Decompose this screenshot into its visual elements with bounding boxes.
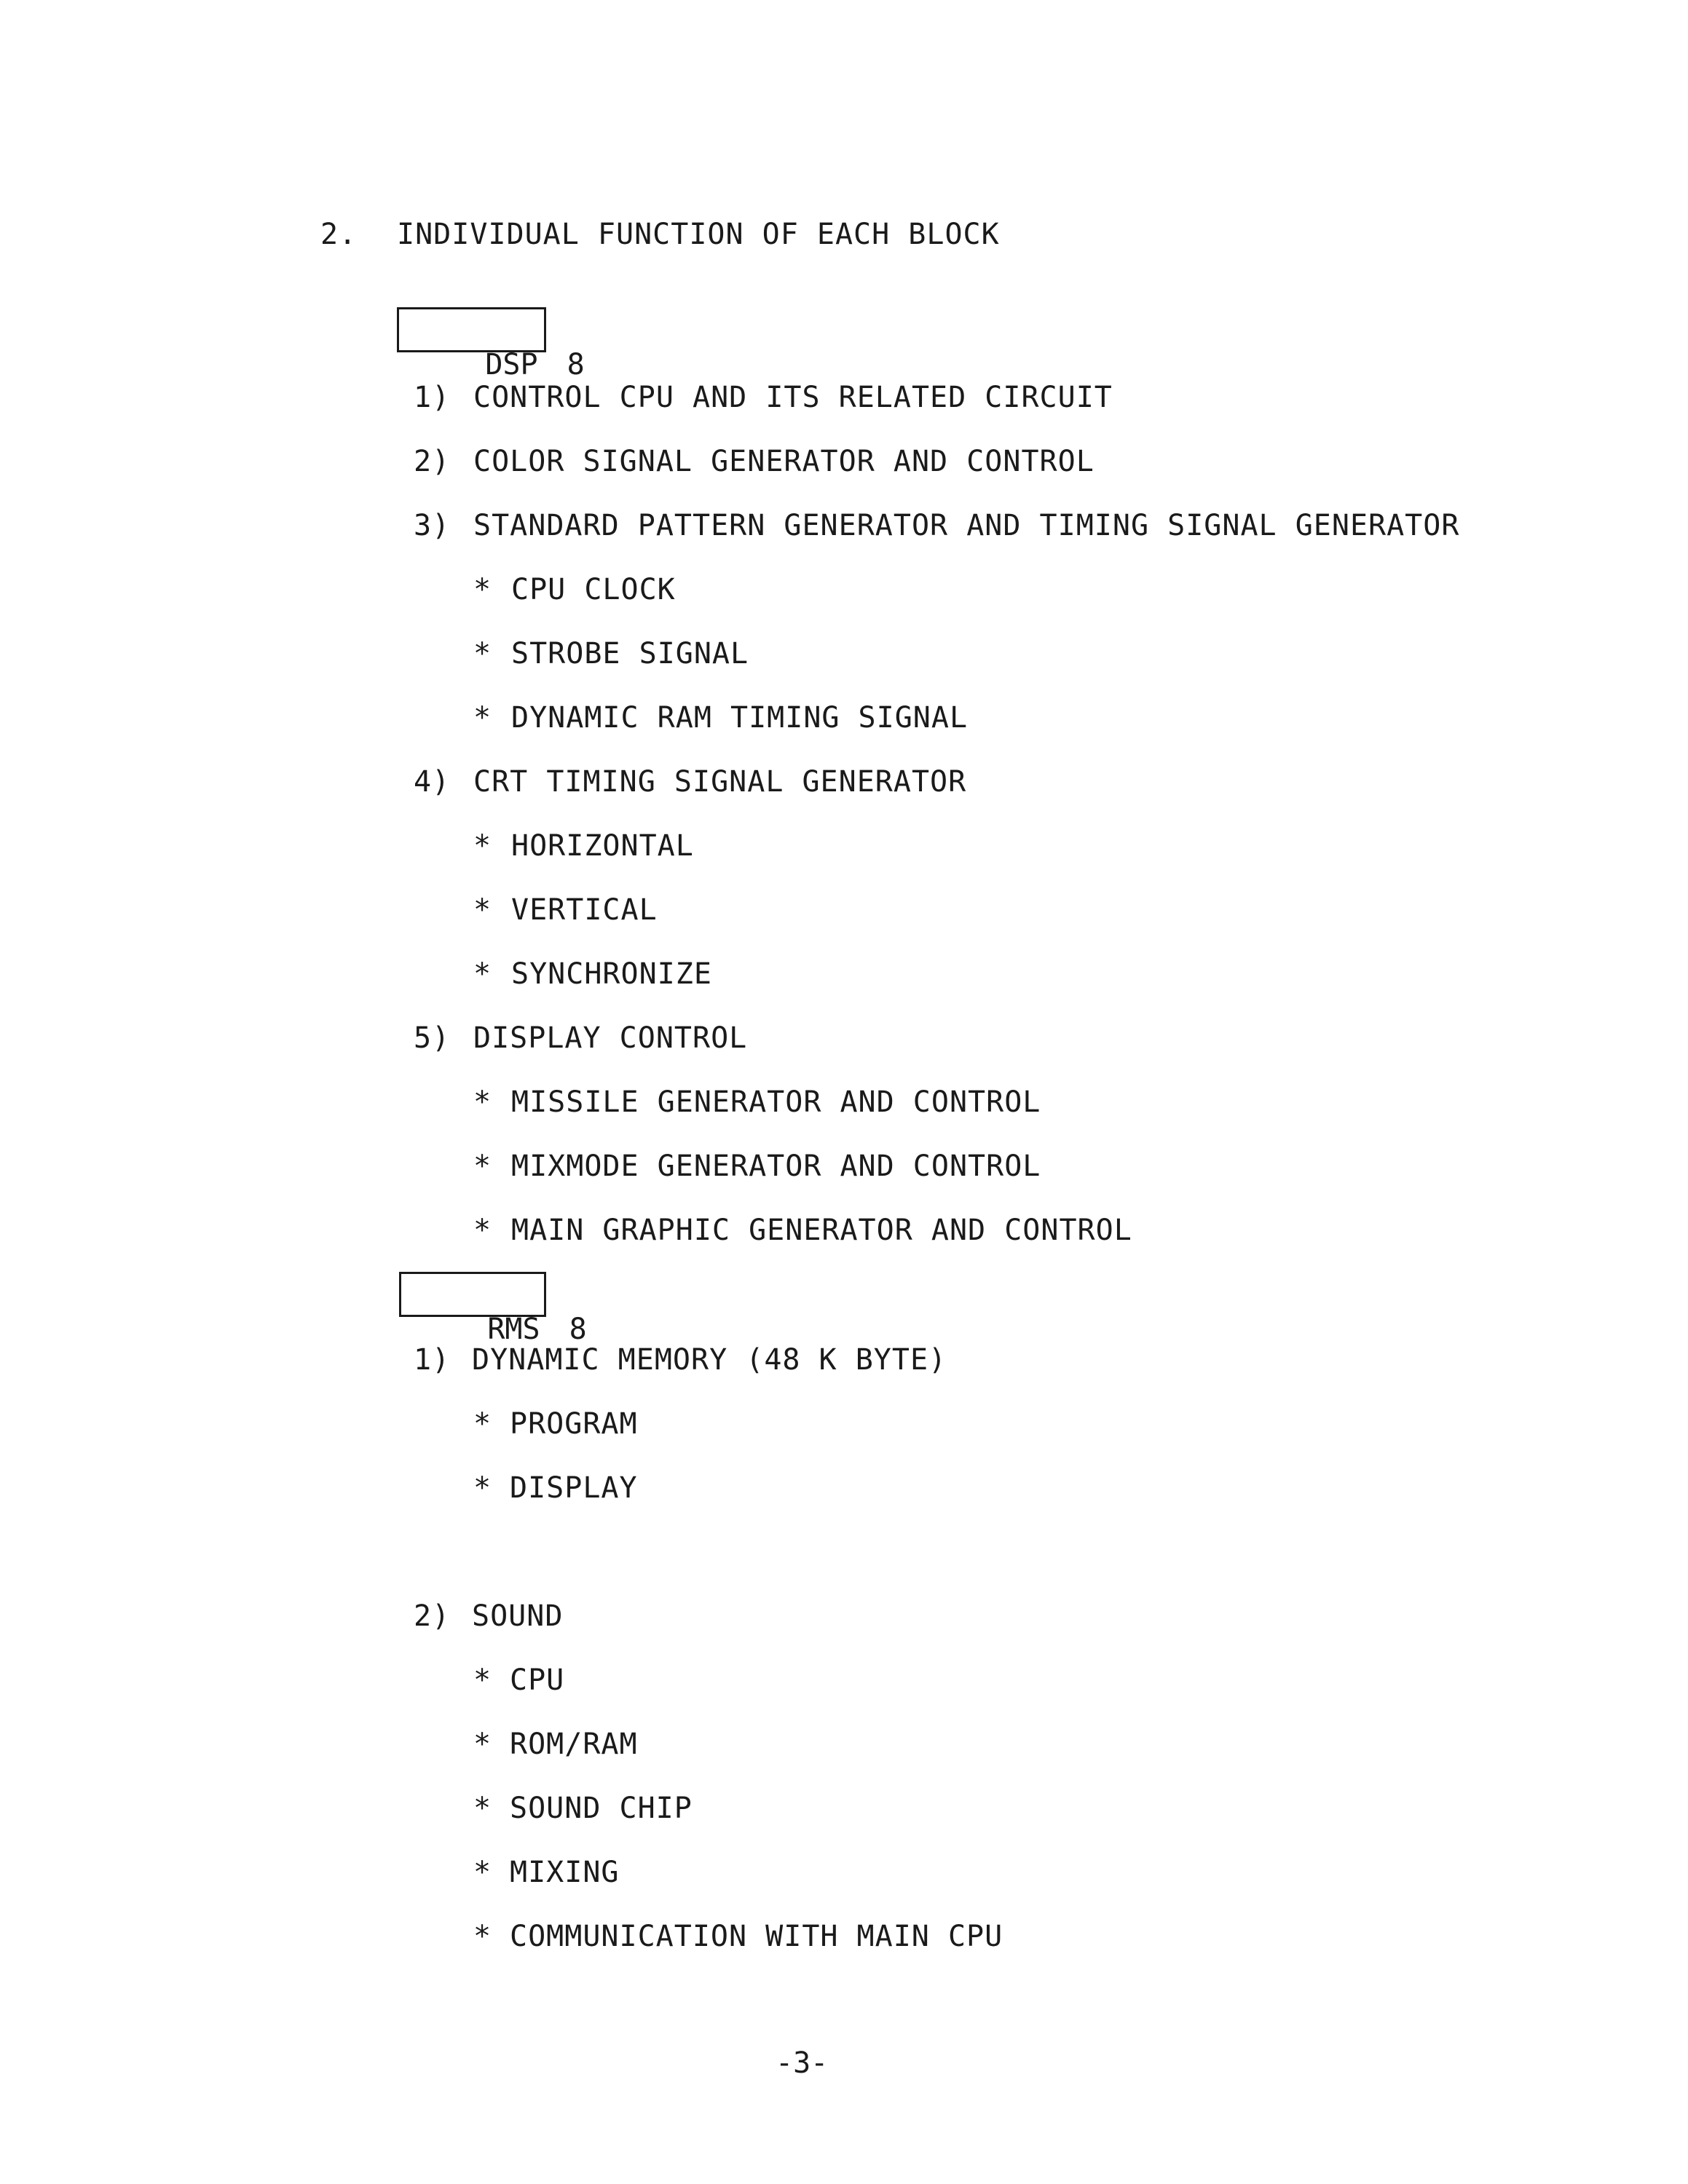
- list-item: COLOR SIGNAL GENERATOR AND CONTROL: [473, 445, 1095, 478]
- bullet-marker: *: [473, 1920, 492, 1953]
- bullet-item: VERTICAL: [511, 893, 658, 927]
- bullet-marker: *: [473, 1471, 492, 1505]
- list-marker: 2): [414, 1599, 451, 1633]
- bullet-item: MIXING: [510, 1856, 620, 1889]
- bullet-item: SYNCHRONIZE: [511, 957, 712, 991]
- list-marker: 4): [414, 765, 451, 799]
- bullet-marker: *: [473, 1150, 492, 1183]
- rms-label: RMS: [487, 1313, 540, 1346]
- list-item: CONTROL CPU AND ITS RELATED CIRCUIT: [473, 381, 1113, 414]
- section-heading: INDIVIDUAL FUNCTION OF EACH BLOCK: [397, 218, 1000, 251]
- list-marker: 3): [414, 509, 451, 542]
- bullet-item: CPU CLOCK: [511, 573, 676, 606]
- dsp-block-label: [397, 307, 585, 381]
- dsp-number: 8: [567, 348, 585, 381]
- bullet-item: MISSILE GENERATOR AND CONTROL: [511, 1085, 1041, 1119]
- list-marker: 5): [414, 1021, 451, 1055]
- bullet-marker: *: [473, 1663, 492, 1697]
- bullet-marker: *: [473, 701, 492, 735]
- bullet-marker: *: [473, 1792, 492, 1825]
- list-item: STANDARD PATTERN GENERATOR AND TIMING SIGNAL GENERATOR: [473, 509, 1460, 542]
- page-number: -3-: [776, 2046, 829, 2080]
- rms-number: 8: [569, 1313, 587, 1346]
- bullet-marker: *: [473, 1728, 492, 1761]
- bullet-item: SOUND CHIP: [510, 1792, 693, 1825]
- bullet-marker: *: [473, 957, 492, 991]
- bullet-item: ROM/RAM: [510, 1728, 638, 1761]
- bullet-marker: *: [473, 1085, 492, 1119]
- bullet-item: HORIZONTAL: [511, 829, 694, 863]
- list-item: SOUND: [472, 1599, 564, 1633]
- bullet-marker: *: [473, 893, 492, 927]
- bullet-marker: *: [473, 1856, 492, 1889]
- dsp-label: DSP: [485, 348, 538, 381]
- list-item: DISPLAY CONTROL: [473, 1021, 748, 1055]
- bullet-item: MAIN GRAPHIC GENERATOR AND CONTROL: [511, 1214, 1132, 1247]
- bullet-item: COMMUNICATION WITH MAIN CPU: [510, 1920, 1003, 1953]
- bullet-item: STROBE SIGNAL: [511, 637, 749, 670]
- bullet-marker: *: [473, 637, 492, 670]
- bullet-marker: *: [473, 1407, 492, 1441]
- bullet-marker: *: [473, 829, 492, 863]
- bullet-marker: *: [473, 573, 492, 606]
- bullet-item: MIXMODE GENERATOR AND CONTROL: [511, 1150, 1041, 1183]
- bullet-item: DISPLAY: [510, 1471, 638, 1505]
- list-item: CRT TIMING SIGNAL GENERATOR: [473, 765, 967, 799]
- bullet-item: CPU: [510, 1663, 565, 1697]
- bullet-marker: *: [473, 1214, 492, 1247]
- bullet-item: PROGRAM: [510, 1407, 638, 1441]
- list-item: DYNAMIC MEMORY (48 K BYTE): [472, 1343, 947, 1377]
- list-marker: 1): [414, 1343, 451, 1377]
- list-marker: 2): [414, 445, 451, 478]
- section-number: 2.: [320, 218, 358, 251]
- bullet-item: DYNAMIC RAM TIMING SIGNAL: [511, 701, 969, 735]
- list-marker: 1): [414, 381, 451, 414]
- rms-block-label: [399, 1272, 587, 1346]
